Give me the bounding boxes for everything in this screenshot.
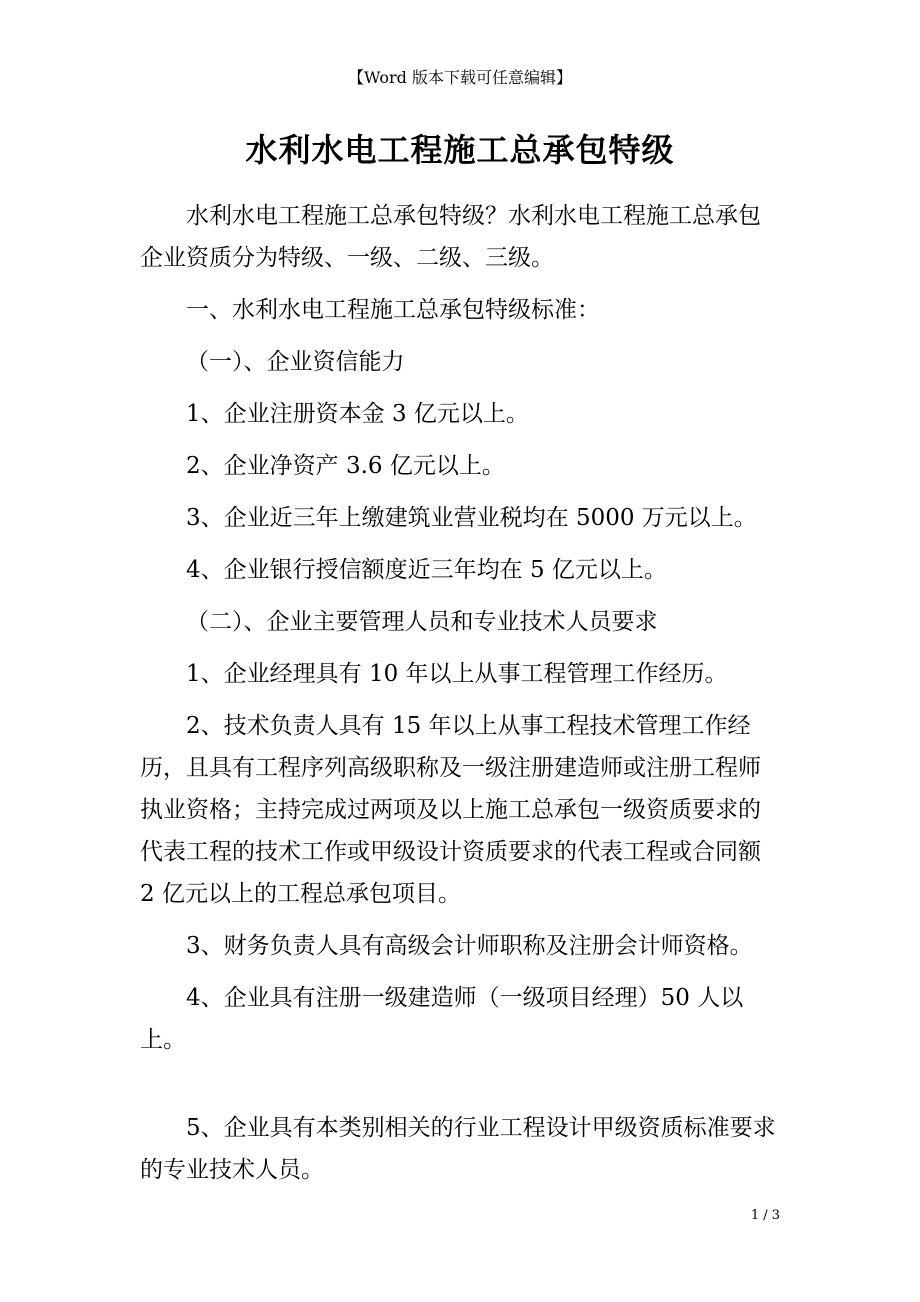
subsection-heading-personnel: （二）、企业主要管理人员和专业技术人员要求 (186, 609, 658, 635)
page-number: 1 / 3 (750, 1208, 780, 1223)
list-item: 1、企业注册资本金 3 亿元以上。 (186, 401, 529, 427)
list-item: 4、企业具有注册一级建造师（一级项目经理）50 人以上。 (140, 985, 744, 1053)
paragraph-intro: 水利水电工程施工总承包特级？水利水电工程施工总承包企业资质分为特级、一级、二级、三级。 (140, 203, 761, 271)
list-item: 4、企业银行授信额度近三年均在 5 亿元以上。 (186, 557, 667, 583)
list-item: 5、企业具有本类别相关的行业工程设计甲级资质标准要求的专业技术人员。 (140, 1115, 776, 1183)
list-item: 3、企业近三年上缴建筑业营业税均在 5000 万元以上。 (186, 505, 757, 531)
list-item: 1、企业经理具有 10 年以上从事工程管理工作经历。 (186, 661, 728, 687)
subsection-heading-credit: （一）、企业资信能力 (186, 349, 405, 375)
list-item: 2、技术负责人具有 15 年以上从事工程技术管理工作经历，且具有工程序列高级职称及一级注册建造师或注册工程师执业资格；主持完成过两项及以上施工总承包一级资质要求的代表工程的技术工作或甲级设计资质要求的代表工程或合同额 2 亿元以上的工程总承包项目。 (140, 713, 761, 907)
list-item: 3、财务负责人具有高级会计师职称及注册会计师资格。 (186, 933, 753, 959)
document-title: 水利水电工程施工总承包特级 (245, 131, 675, 169)
section-heading-standard: 一、水利水电工程施工总承包特级标准： (186, 297, 600, 323)
header-note: 【Word 版本下载可任意编辑】 (348, 68, 572, 87)
list-item: 2、企业净资产 3.6 亿元以上。 (186, 453, 505, 479)
document-body (140, 195, 780, 1201)
